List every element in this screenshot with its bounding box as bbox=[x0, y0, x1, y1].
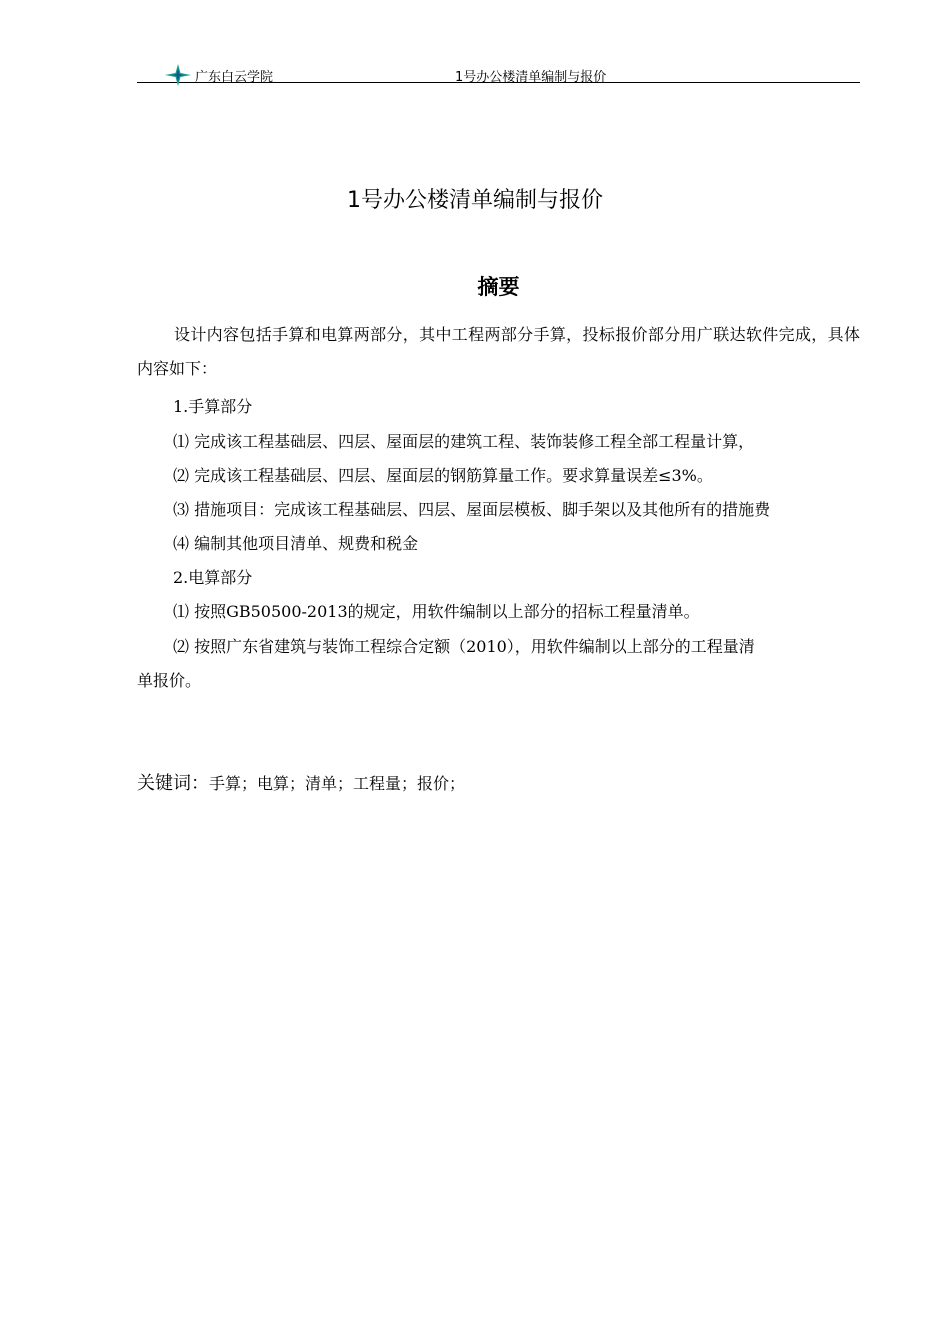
list-item: ⑵ 完成该工程基础层、四层、屋面层的钢筋算量工作。要求算量误差≤3%。 bbox=[173, 466, 713, 485]
list-item: ⑵ 按照广东省建筑与装饰工程综合定额（2010），用软件编制以上部分的工程量清 bbox=[173, 637, 755, 656]
list-item: ⑴ 按照GB50500-2013的规定，用软件编制以上部分的招标工程量清单。 bbox=[173, 602, 700, 621]
abstract-heading: 摘要 bbox=[477, 275, 520, 299]
list-item: ⑷ 编制其他项目清单、规费和税金 bbox=[173, 534, 419, 553]
document-title: 1号办公楼清单编制与报价 bbox=[347, 188, 603, 213]
running-title: 1号办公楼清单编制与报价 bbox=[455, 70, 607, 85]
abstract-intro: 设计内容包括手算和电算两部分，其中工程两部分手算，投标报价部分用广联达软件完成，具体内容如下： bbox=[137, 325, 860, 378]
page-header bbox=[137, 60, 860, 84]
section-manual-heading: 1.手算部分 bbox=[173, 397, 253, 416]
list-item: ⑶ 措施项目：完成该工程基础层、四层、屋面层模板、脚手架以及其他所有的措施费 bbox=[173, 500, 771, 519]
list-item-continuation: 单报价。 bbox=[137, 671, 202, 690]
keywords-line bbox=[137, 767, 465, 801]
keywords-text: 手算；电算；清单；工程量；报价； bbox=[209, 774, 466, 793]
section-computer-heading: 2.电算部分 bbox=[173, 568, 253, 587]
keywords-label: 关键词： bbox=[137, 773, 209, 794]
list-item: ⑴ 完成该工程基础层、四层、屋面层的建筑工程、装饰装修工程全部工程量计算， bbox=[173, 432, 755, 451]
school-logo-icon bbox=[165, 64, 191, 86]
school-name: 广东白云学院 bbox=[195, 70, 274, 85]
